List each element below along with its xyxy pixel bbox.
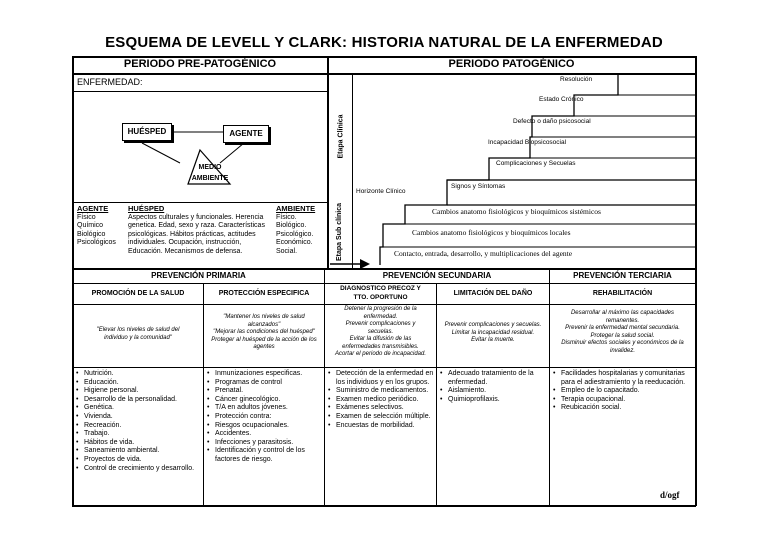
horizonte-label: Horizonte Clínico bbox=[356, 188, 406, 195]
goal-line: Disminuir efectos sociales y económicos de la bbox=[561, 340, 684, 346]
goal-line: Detener la progresión de la bbox=[344, 306, 417, 312]
col-proteccion-header: PROTECCIÓN ESPECIFICA bbox=[218, 290, 310, 297]
goal-line: agentes bbox=[253, 344, 275, 350]
legend-ambiente-title: AMBIENTE bbox=[276, 204, 316, 213]
legend-agente-item: Psicológicos bbox=[77, 239, 116, 246]
legend-huesped-line: individuales. Ocupación, instrucción, bbox=[128, 239, 242, 246]
legend-ambiente-item: Económico. bbox=[276, 239, 313, 246]
stair-label: Defecto o daño psicosocial bbox=[513, 118, 591, 125]
list-item: • Adecuado tratamiento de la enfermedad. bbox=[440, 370, 547, 387]
prevencion-primaria-header: PREVENCIÓN PRIMARIA bbox=[151, 271, 246, 280]
list-item: • Quimioprofilaxis. bbox=[440, 396, 547, 405]
legend-huesped-line: psicológicas. Hábitos prácticas, actitudes bbox=[128, 230, 256, 238]
goal-line: Prevenir la enfermedad mental secundaria. bbox=[565, 325, 680, 331]
list-item: • Reubicación social. bbox=[553, 404, 693, 413]
goal-line: Prevenir complicaciones y bbox=[345, 321, 416, 327]
period-pre-header: PERIODO PRE-PATOGÉNICO bbox=[123, 58, 277, 70]
goal-line: Desarrollar al máximo las capacidades bbox=[570, 310, 675, 316]
enfermedad-label: ENFERMEDAD: bbox=[77, 77, 143, 87]
legend-ambiente-item: Social. bbox=[276, 247, 298, 255]
header-line: TTO. OPORTUNO bbox=[353, 294, 408, 301]
goal-line: Proteger al huésped de la acción de los bbox=[211, 336, 317, 343]
goal-line: enfermedad. bbox=[363, 313, 398, 320]
legend-huesped-line: Educación. Mecanismos de defensa. bbox=[128, 247, 243, 255]
legend-huesped-line: Aspectos culturales y funcionales. Herencia bbox=[128, 213, 264, 221]
goal-line: enfermedades transmisibles. bbox=[342, 343, 419, 350]
list-item: • Empleo de lo capacitado. bbox=[553, 387, 693, 396]
goal-line: "Mantener los niveles de salud bbox=[223, 314, 305, 320]
stair-label: Complicaciones y Secuelas bbox=[496, 160, 576, 167]
subclinical-label: Cambios anatomo fisiológicos y bioquímicos locales bbox=[412, 228, 571, 237]
col-rehabilitacion-list bbox=[553, 370, 693, 413]
col-promocion-goal bbox=[73, 327, 203, 342]
goal-line: remanentes. bbox=[605, 317, 640, 324]
ambiente-text: AMBIENTE bbox=[191, 175, 229, 182]
goal-line: Evitar la muerte. bbox=[471, 337, 515, 343]
medio-text: MEDIO bbox=[198, 164, 222, 171]
etapa-subclinica-label: Etapa Sub clínica bbox=[336, 203, 343, 261]
col-promocion-list bbox=[76, 370, 202, 473]
list-item: • Aislamiento. bbox=[440, 387, 547, 396]
list-item: • Trabajo. bbox=[76, 430, 202, 439]
col-promocion-header: PROMOCIÓN DE LA SALUD bbox=[91, 290, 185, 297]
huesped-box: HUÉSPED bbox=[122, 123, 172, 141]
col-rehabilitacion-goal bbox=[550, 310, 695, 355]
prevencion-terciaria-header: PREVENCIÓN TERCIARIA bbox=[573, 271, 672, 280]
goal-line: alcanzados" bbox=[247, 321, 281, 328]
list-item: • Detección de la enfermedad en los individuos y en los grupos. bbox=[328, 370, 434, 387]
legend-ambiente-item: Biológico. bbox=[276, 222, 307, 229]
signature: d/ogf bbox=[660, 490, 680, 500]
stair-label: Signos y Síntomas bbox=[451, 183, 506, 190]
goal-line: "Mejorar las condiciones del huésped" bbox=[213, 329, 315, 335]
col-diagnostico-list bbox=[328, 370, 434, 430]
list-item: • Examen medico periódico. bbox=[328, 396, 434, 405]
goal-line: Prevenir complicaciones y secuelas. bbox=[444, 322, 542, 328]
list-item: • Educación. bbox=[76, 379, 202, 388]
col-diagnostico-goal bbox=[325, 306, 436, 359]
list-item: • T/A en adultos jóvenes. bbox=[207, 404, 323, 413]
etapa-clinica-label: Etapa Clínica bbox=[337, 114, 345, 159]
list-item: • Protección contra: bbox=[207, 413, 323, 422]
list-item: • Genética. bbox=[76, 404, 202, 413]
goal-line: "Elevar los niveles de salud del bbox=[96, 327, 180, 333]
legend-ambiente-item: Psicológico. bbox=[276, 230, 314, 238]
legend-ambiente-item: Físico. bbox=[276, 213, 297, 221]
col-limitacion-list bbox=[440, 370, 547, 404]
col-limitacion-goal bbox=[437, 322, 549, 345]
list-item: • Desarrollo de la personalidad. bbox=[76, 396, 202, 405]
list-item: • Nutrición. bbox=[76, 370, 202, 379]
list-item: • Saneamiento ambiental. bbox=[76, 447, 202, 456]
subclinical-label: Contacto, entrada, desarrollo, y multiplicaciones del agente bbox=[394, 249, 573, 258]
stair-label: Incapacidad Biopsicosocial bbox=[488, 139, 567, 146]
list-item: • Inmunizaciones especificas. bbox=[207, 370, 323, 379]
period-pat-header: PERIODO PATOGÉNICO bbox=[448, 58, 575, 70]
list-item: • Accidentes. bbox=[207, 430, 323, 439]
list-item: • Programas de control bbox=[207, 379, 323, 388]
col-rehabilitacion-header: REHABILITACIÓN bbox=[592, 290, 653, 297]
legend-agente-item: Físico bbox=[77, 213, 96, 221]
list-item: • Hábitos de vida. bbox=[76, 439, 202, 448]
legend-agente-item: Biológico bbox=[77, 230, 106, 238]
list-item: • Control de crecimiento y desarrollo. bbox=[76, 465, 202, 474]
col-diagnostico-header bbox=[325, 284, 436, 302]
prevencion-secundaria-header: PREVENCIÓN SECUNDARIA bbox=[382, 271, 492, 280]
legend-agente-title: AGENTE bbox=[77, 204, 109, 213]
header-line: DIAGNOSTICO PRECOZ Y bbox=[340, 285, 421, 292]
list-item: • Recreación. bbox=[76, 422, 202, 431]
col-limitacion-header: LIMITACIÓN DEL DAÑO bbox=[453, 290, 533, 297]
col-proteccion-list bbox=[207, 370, 323, 465]
goal-line: secuelas. bbox=[367, 328, 394, 335]
stair-label: Estado Crónico bbox=[539, 96, 584, 103]
list-item: • Examen de selección múltiple. bbox=[328, 413, 434, 422]
goal-line: Limitar la incapacidad residual. bbox=[451, 329, 535, 336]
list-item: • Vivienda. bbox=[76, 413, 202, 422]
goal-line: Proteger la salud social. bbox=[590, 332, 655, 339]
list-item: • Terapia ocupacional. bbox=[553, 396, 693, 405]
legend-huesped-title: HUÉSPED bbox=[128, 204, 165, 213]
subclinical-label: Cambios anatomo fisiológicos y bioquímicos sistémicos bbox=[432, 207, 601, 216]
list-item: • Prenatal. bbox=[207, 387, 323, 396]
list-item: • Infecciones y parasitosis. bbox=[207, 439, 323, 448]
agente-box: AGENTE bbox=[223, 125, 269, 143]
list-item: • Identificación y control de los factores de riesgo. bbox=[207, 447, 323, 464]
legend-huesped-line: genetica. Edad, sexo y raza. Características bbox=[128, 222, 265, 229]
goal-line: Evitar la difusión de las bbox=[349, 336, 412, 342]
goal-line: individuo y la comunidad" bbox=[104, 334, 172, 341]
goal-line: invalidez. bbox=[609, 347, 635, 354]
list-item: • Suministro de medicamentos. bbox=[328, 387, 434, 396]
list-item: • Riesgos ocupacionales. bbox=[207, 422, 323, 431]
list-item: • Facilidades hospitalarias y comunitarias para el adiestramiento y la reeducación. bbox=[553, 370, 693, 387]
list-item: • Encuestas de morbilidad. bbox=[328, 422, 434, 431]
col-proteccion-goal bbox=[204, 314, 324, 352]
list-item: • Higiene personal. bbox=[76, 387, 202, 396]
list-item: • Cáncer ginecológico. bbox=[207, 396, 323, 405]
page-title: ESQUEMA DE LEVELL Y CLARK: HISTORIA NATURAL DE LA ENFERMEDAD bbox=[105, 34, 663, 51]
list-item: • Exámenes selectivos. bbox=[328, 404, 434, 413]
goal-line: Acortar el periodo de incapacidad. bbox=[334, 351, 427, 357]
list-item: • Proyectos de vida. bbox=[76, 456, 202, 465]
stair-label: Resolución bbox=[560, 76, 593, 83]
legend-agente-item: Químico bbox=[77, 222, 104, 229]
